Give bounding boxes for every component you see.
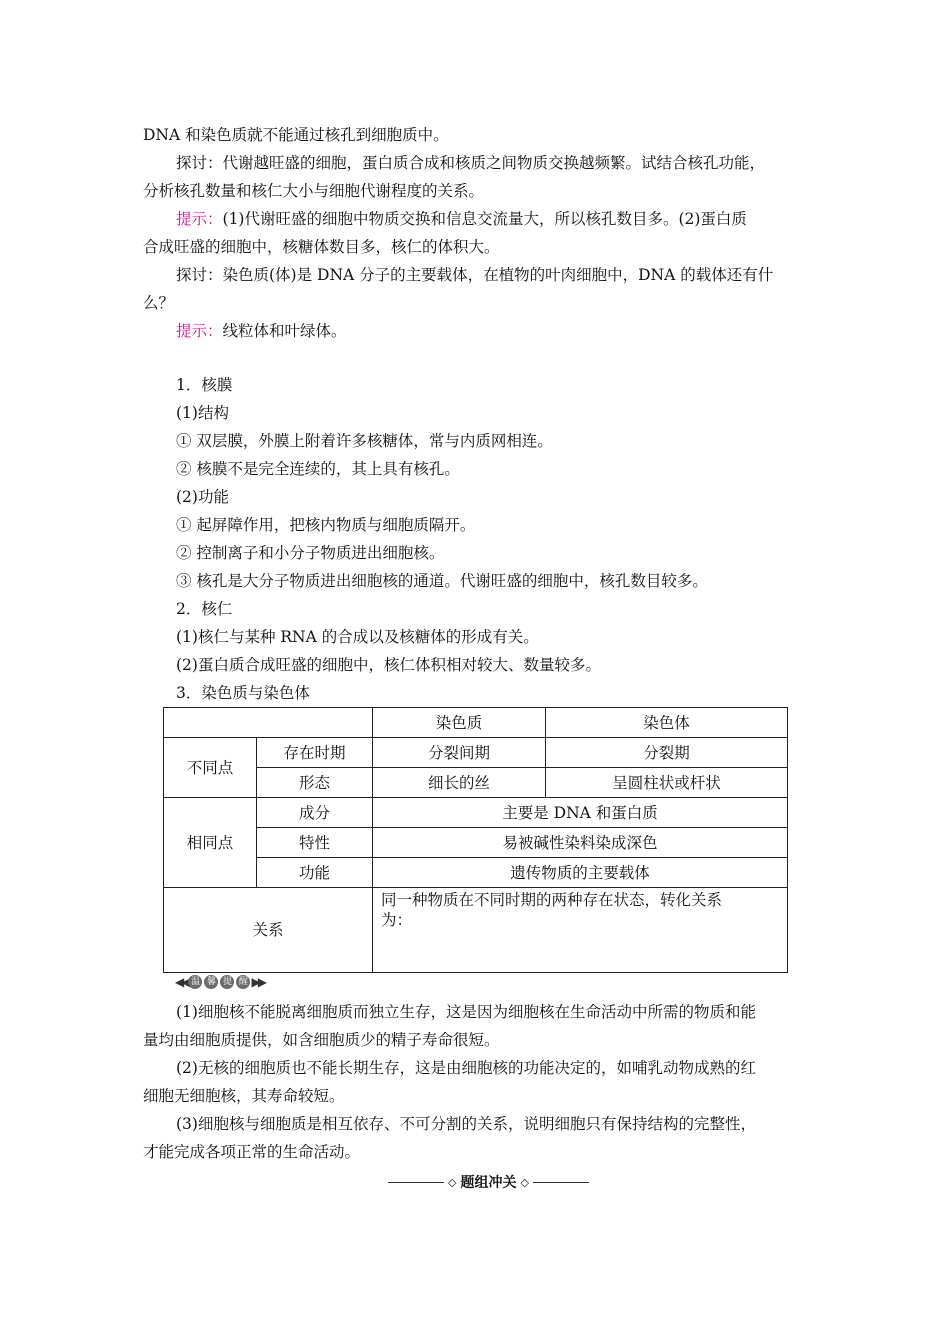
table-header: 染色质 — [373, 708, 546, 738]
table-row-label: 形态 — [257, 768, 373, 798]
tip-char: 馨 — [204, 975, 218, 989]
table-cell: 分裂期 — [546, 738, 788, 768]
section-heading: 2．核仁 — [176, 600, 233, 618]
table-cell: 易被碱性染料染成深色 — [373, 828, 788, 858]
question-line: 探讨：染色质(体)是 DNA 分子的主要载体，在植物的叶肉细胞中，DNA 的载体还有什 — [176, 266, 774, 284]
list-item: ① 起屏障作用，把核内物质与细胞质隔开。 — [176, 516, 476, 534]
list-item: (1)核仁与某种 RNA 的合成以及核糖体的形成有关。 — [176, 628, 539, 646]
question-line: 探讨：代谢越旺盛的细胞，蛋白质合成和核质之间物质交换越频繁。试结合核孔功能， — [176, 154, 766, 172]
paragraph-line: DNA 和染色质就不能通过核孔到细胞质中。 — [143, 126, 449, 144]
table-row-label: 成分 — [257, 798, 373, 828]
hint-text: (1)代谢旺盛的细胞中物质交换和信息交流量大，所以核孔数目多。(2)蛋白质 — [222, 210, 747, 228]
tip-char: 提 — [220, 975, 234, 989]
table-row-label: 特性 — [257, 828, 373, 858]
list-item: ② 核膜不是完全连续的，其上具有核孔。 — [176, 460, 460, 478]
table-row-label: 存在时期 — [257, 738, 373, 768]
table-group-label: 不同点 — [164, 738, 257, 798]
tip-badge — [175, 975, 264, 989]
table-row — [164, 798, 788, 828]
hint-line: 合成旺盛的细胞中，核糖体数目多，核仁的体积大。 — [143, 238, 500, 256]
tip-line: 量均由细胞质提供，如含细胞质少的精子寿命很短。 — [143, 1031, 500, 1049]
table-cell: 呈圆柱状或杆状 — [546, 768, 788, 798]
hint-label: 提示： — [176, 322, 223, 340]
table-cell: 细长的丝 — [373, 768, 546, 798]
table-row — [164, 768, 788, 798]
divider-title: 题组冲关 — [460, 1175, 517, 1191]
tip-line: 才能完成各项正常的生命活动。 — [143, 1143, 361, 1161]
list-item: ① 双层膜，外膜上附着许多核糖体，常与内质网相连。 — [176, 432, 553, 450]
double-chevron-right-icon: ▶▶ — [251, 975, 264, 989]
relation-text: 同一种物质在不同时期的两种存在状态，转化关系 — [381, 891, 723, 909]
table-header: 染色体 — [546, 708, 788, 738]
divider-rule — [388, 1182, 444, 1183]
sub-heading: (2)功能 — [176, 488, 229, 506]
diamond-icon: ◇ — [448, 1175, 457, 1189]
section-heading: 3．染色质与染色体 — [176, 684, 310, 702]
tip-line: (1)细胞核不能脱离细胞质而独立生存，这是因为细胞核在生命活动中所需的物质和能 — [176, 1003, 756, 1021]
table-row — [164, 828, 788, 858]
tip-line: 细胞无细胞核，其寿命较短。 — [143, 1087, 345, 1105]
hint-label: 提示： — [176, 210, 223, 228]
table-row — [164, 738, 788, 768]
question-line: 分析核孔数量和核仁大小与细胞代谢程度的关系。 — [143, 182, 485, 200]
hint-line — [176, 209, 747, 229]
double-chevron-left-icon: ◀◀ — [175, 975, 188, 989]
comparison-table — [163, 707, 788, 973]
tip-line: (3)细胞核与细胞质是相互依存、不可分割的关系，说明细胞只有保持结构的完整性， — [176, 1115, 756, 1133]
list-item: (2)蛋白质合成旺盛的细胞中，核仁体积相对较大、数量较多。 — [176, 656, 601, 674]
table-cell: 主要是 DNA 和蛋白质 — [373, 798, 788, 828]
relation-text: 为： — [381, 911, 413, 929]
table-cell: 分裂间期 — [373, 738, 546, 768]
hint-text: 线粒体和叶绿体。 — [222, 322, 347, 340]
sub-heading: (1)结构 — [176, 404, 229, 422]
table-row-label: 功能 — [257, 858, 373, 888]
table-cell: 遗传物质的主要载体 — [373, 858, 788, 888]
tip-char: 醒 — [236, 975, 250, 989]
table-group-label: 关系 — [164, 888, 373, 973]
divider-rule — [533, 1182, 589, 1183]
table-row — [164, 888, 788, 973]
table-row — [164, 858, 788, 888]
tip-char: 温 — [188, 975, 202, 989]
list-item: ③ 核孔是大分子物质进出细胞核的通道。代谢旺盛的细胞中，核孔数目较多。 — [176, 572, 708, 590]
section-divider — [388, 1172, 589, 1192]
table-cell — [373, 888, 788, 973]
diamond-icon: ◇ — [520, 1175, 529, 1189]
tip-line: (2)无核的细胞质也不能长期生存，这是由细胞核的功能决定的，如哺乳动物成熟的红 — [176, 1059, 756, 1077]
table-cell — [164, 708, 373, 738]
list-item: ② 控制离子和小分子物质进出细胞核。 — [176, 544, 445, 562]
question-line: 么？ — [143, 294, 175, 312]
section-heading: 1．核膜 — [176, 376, 233, 394]
table-group-label: 相同点 — [164, 798, 257, 888]
hint-line — [176, 321, 347, 341]
table-row — [164, 708, 788, 738]
